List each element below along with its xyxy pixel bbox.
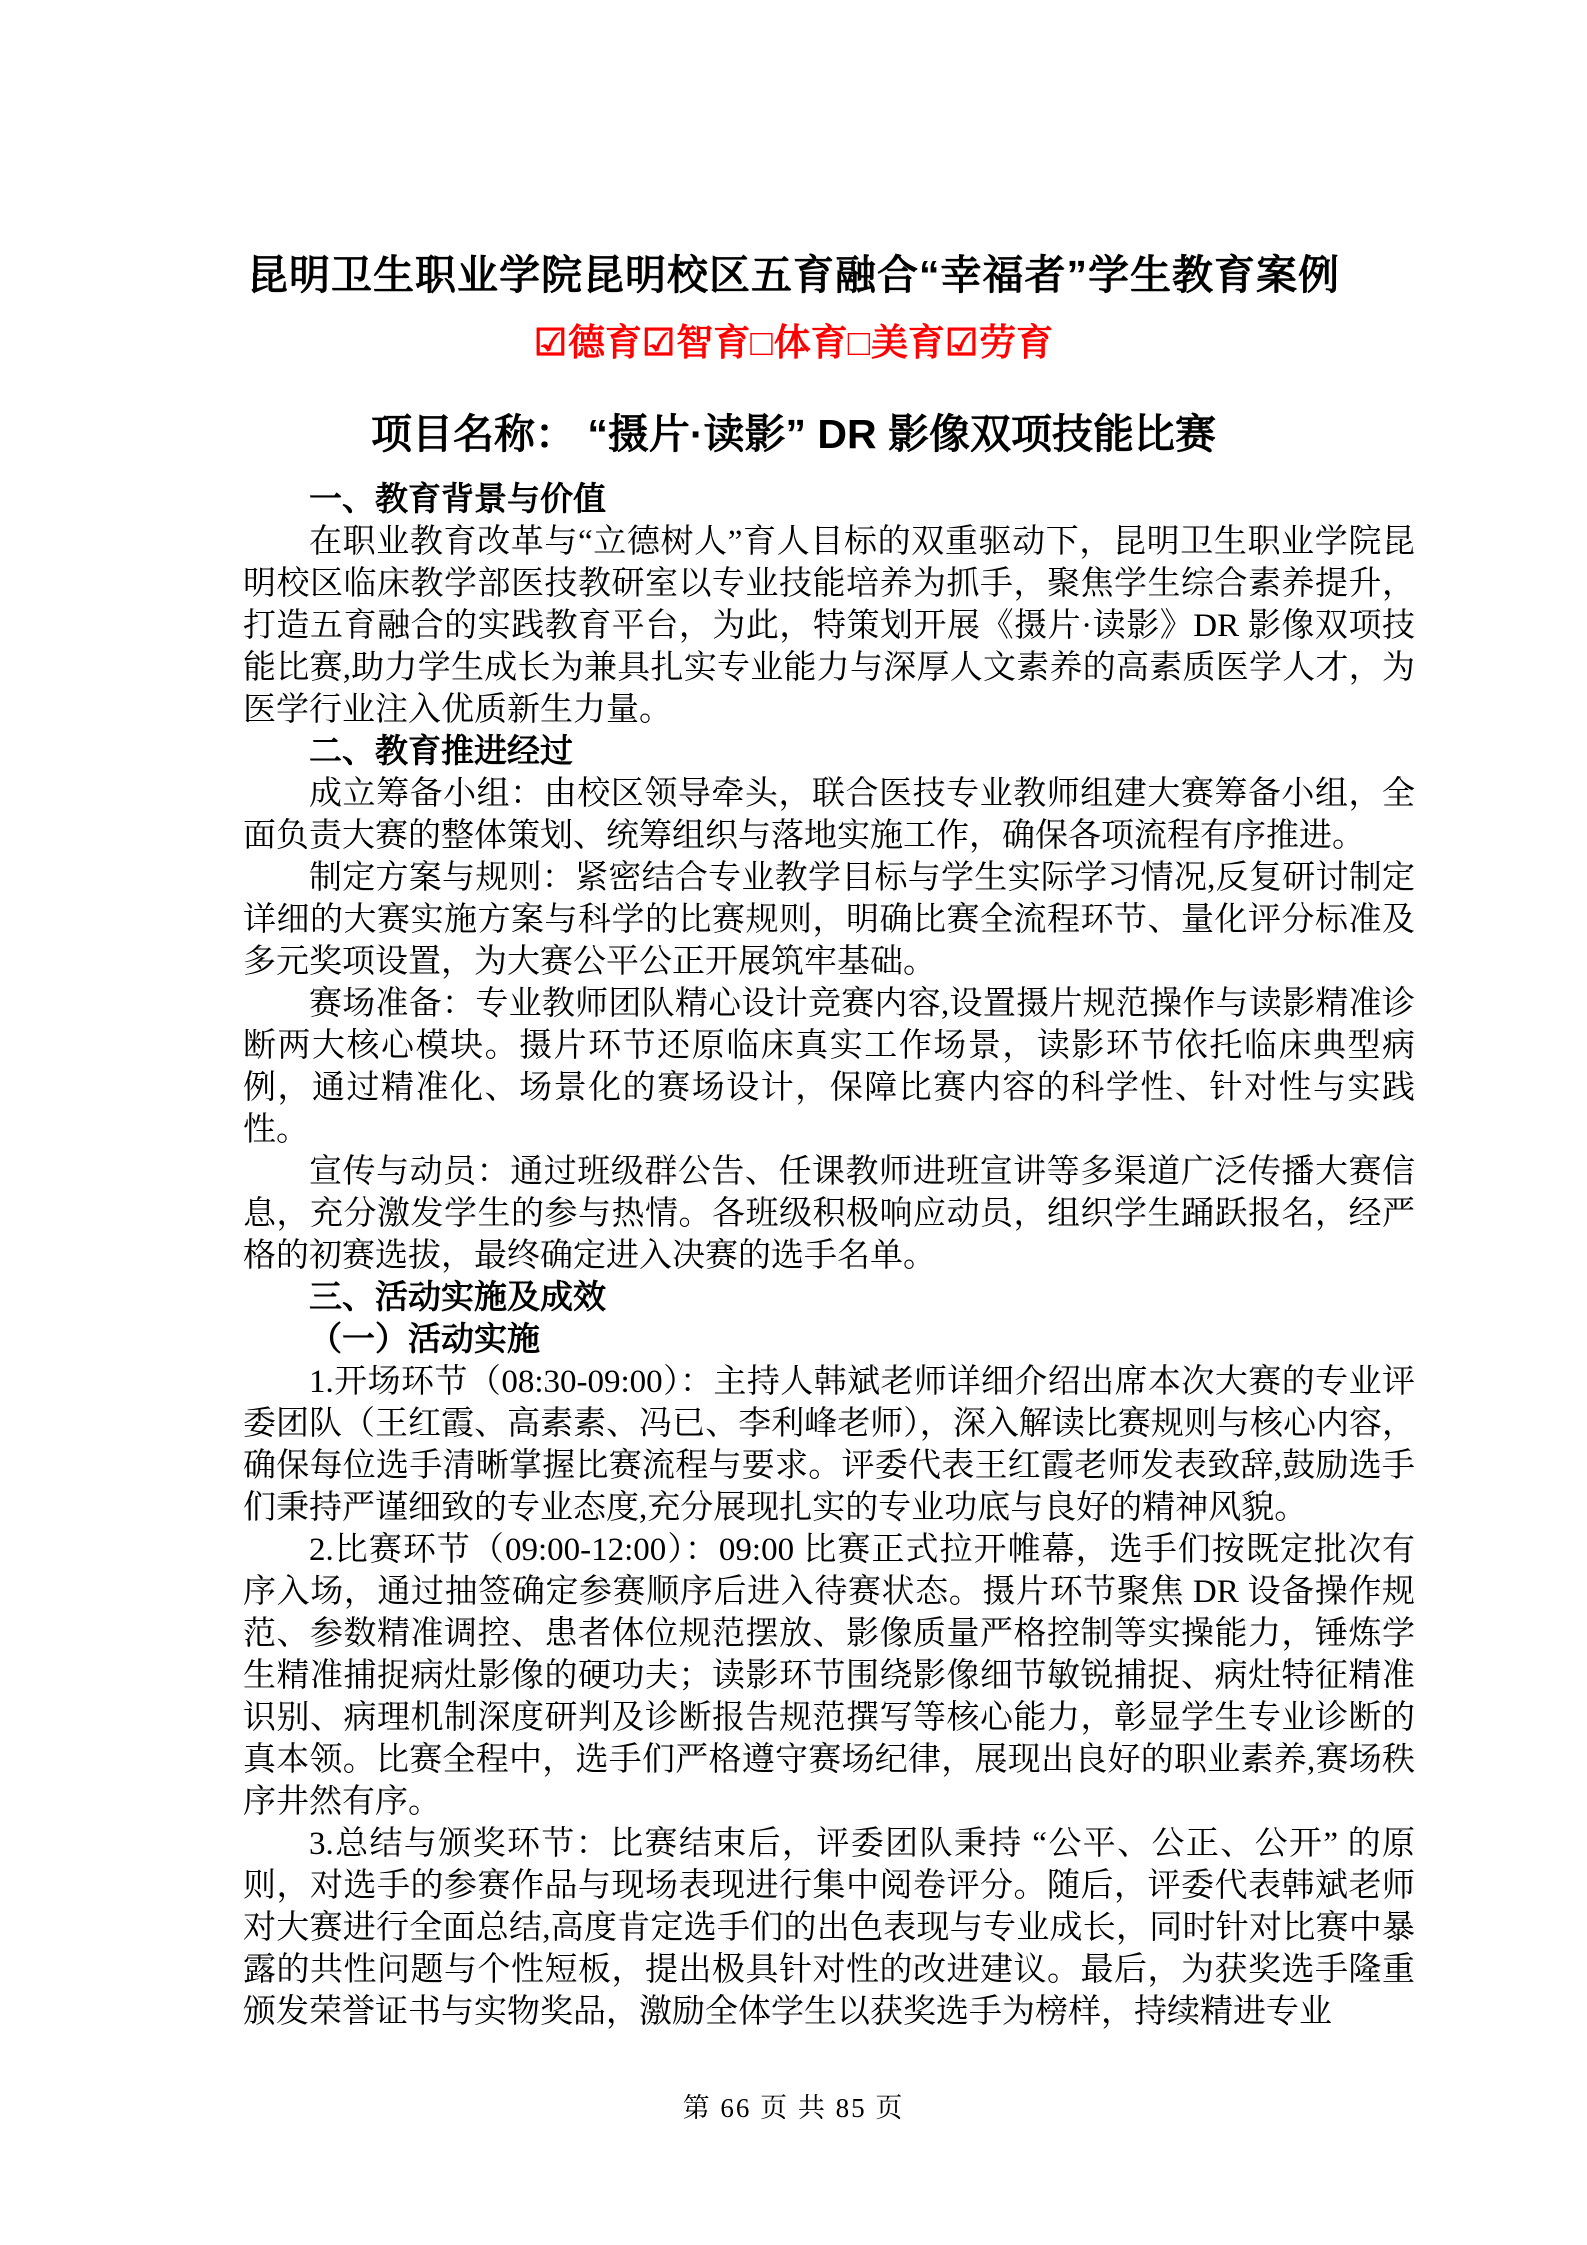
category-intellectual xyxy=(642,322,750,363)
category-label: 劳育 xyxy=(979,322,1054,364)
category-label: 德育 xyxy=(568,322,643,364)
section-1-paragraph: 在职业教育改革与“立德树人”育人目标的双重驱动下，昆明卫生职业学院昆明校区临床教学部医技教研室以专业技能培养为抓手，聚焦学生综合素养提升，打造五育融合的实践教育平台，为此，特策划开展《摄片·读影》DR 影像双项技能比赛,助力学生成长为兼具扎实专业能力与深厚人文素养的高素质医学人才，为医学行业注入优质新生力量。 xyxy=(243,523,1415,728)
category-aesthetic xyxy=(848,322,945,363)
page-footer xyxy=(0,2086,1587,2125)
category-physical xyxy=(750,322,847,363)
category-moral xyxy=(534,322,642,363)
page-title: 昆明卫生职业学院昆明校区五育融合“幸福者”学生教育案例 xyxy=(247,252,1340,298)
section-2-paragraph-4: 宣传与动员：通过班级群公告、任课教师进班宣讲等多渠道广泛传播大赛信息，充分激发学生的参与热情。各班级积极响应动员，组织学生踊跃报名，经严格的初赛选拔，最终确定进入决赛的选手名单。 xyxy=(243,1153,1415,1274)
checkbox-checked-icon: ☑ xyxy=(944,322,979,364)
checkbox-checked-icon: ☑ xyxy=(642,322,676,364)
section-3-paragraph-1: 1.开场环节（08:30-09:00）：主持人韩斌老师详细介绍出席本次大赛的专业评委团队（王红霞、高素素、冯已、李利峰老师），深入解读比赛规则与核心内容，确保每位选手清晰掌握比赛流程与要求。评委代表王红霞老师发表致辞,鼓励选手们秉持严谨细致的专业态度,充分展现扎实的专业功底与良好的精神风貌。 xyxy=(243,1363,1415,1526)
document-body xyxy=(243,479,1415,2033)
project-title: 项目名称： “摄片·读影” DR 影像双项技能比赛 xyxy=(370,410,1217,457)
checkbox-unchecked-icon: □ xyxy=(750,322,773,364)
category-label: 智育 xyxy=(676,322,751,364)
section-2-paragraph-3: 赛场准备：专业教师团队精心设计竞赛内容,设置摄片规范操作与读影精准诊断两大核心模块。摄片环节还原临床真实工作场景，读影环节依托临床典型病例，通过精准化、场景化的赛场设计，保障比赛内容的科学性、针对性与实践性。 xyxy=(243,985,1415,1148)
section-3-paragraph-2: 2.比赛环节（09:00-12:00）：09:00 比赛正式拉开帷幕，选手们按既定批次有序入场，通过抽签确定参赛顺序后进入待赛状态。摄片环节聚焦 DR 设备操作规范、参数精准调控、患者体位规范摆放、影像质量严格控制等实操能力，锤炼学生精准捕捉病灶影像的硬功夫；读影环节围绕影像细节敏锐捕捉、病灶特征精准识别、病理机制深度研判及诊断报告规范撰写等核心能力，彰显学生专业诊断的真本领。比赛全程中，选手们严格遵守赛场纪律，展现出良好的职业素养,赛场秩序井然有序。 xyxy=(243,1531,1415,1820)
checkbox-unchecked-icon: □ xyxy=(847,322,870,364)
section-3-1-subheading: （一）活动实施 xyxy=(309,1321,540,1358)
section-2-paragraph-1: 成立筹备小组：由校区领导牵头，联合医技专业教师组建大赛筹备小组，全面负责大赛的整体策划、统筹组织与落地实施工作，确保各项流程有序推进。 xyxy=(243,775,1415,854)
document-header xyxy=(0,0,1587,459)
section-1-heading: 一、教育背景与价值 xyxy=(309,481,606,518)
category-labor xyxy=(945,322,1053,363)
category-label: 体育 xyxy=(773,322,848,364)
category-checkbox-row xyxy=(0,321,1587,365)
section-2-paragraph-2: 制定方案与规则：紧密结合专业教学目标与学生实际学习情况,反复研讨制定详细的大赛实施方案与科学的比赛规则，明确比赛全流程环节、量化评分标准及多元奖项设置，为大赛公平公正开展筑牢基础。 xyxy=(243,859,1415,980)
section-3-heading: 三、活动实施及成效 xyxy=(309,1279,606,1316)
checkbox-checked-icon: ☑ xyxy=(533,322,568,364)
category-label: 美育 xyxy=(870,322,945,364)
section-3-paragraph-3: 3.总结与颁奖环节：比赛结束后，评委团队秉持 “公平、公正、公开” 的原则，对选手的参赛作品与现场表现进行集中阅卷评分。随后，评委代表韩斌老师对大赛进行全面总结,高度肯定选手们的出色表现与专业成长，同时针对比赛中暴露的共性问题与个性短板，提出极具针对性的改进建议。最后，为获奖选手隆重颁发荣誉证书与实物奖品，激励全体学生以获奖选手为榜样，持续精进专业 xyxy=(243,1825,1415,2030)
section-2-heading: 二、教育推进经过 xyxy=(309,733,573,770)
page-number: 第 66 页 共 85 页 xyxy=(682,2093,905,2123)
